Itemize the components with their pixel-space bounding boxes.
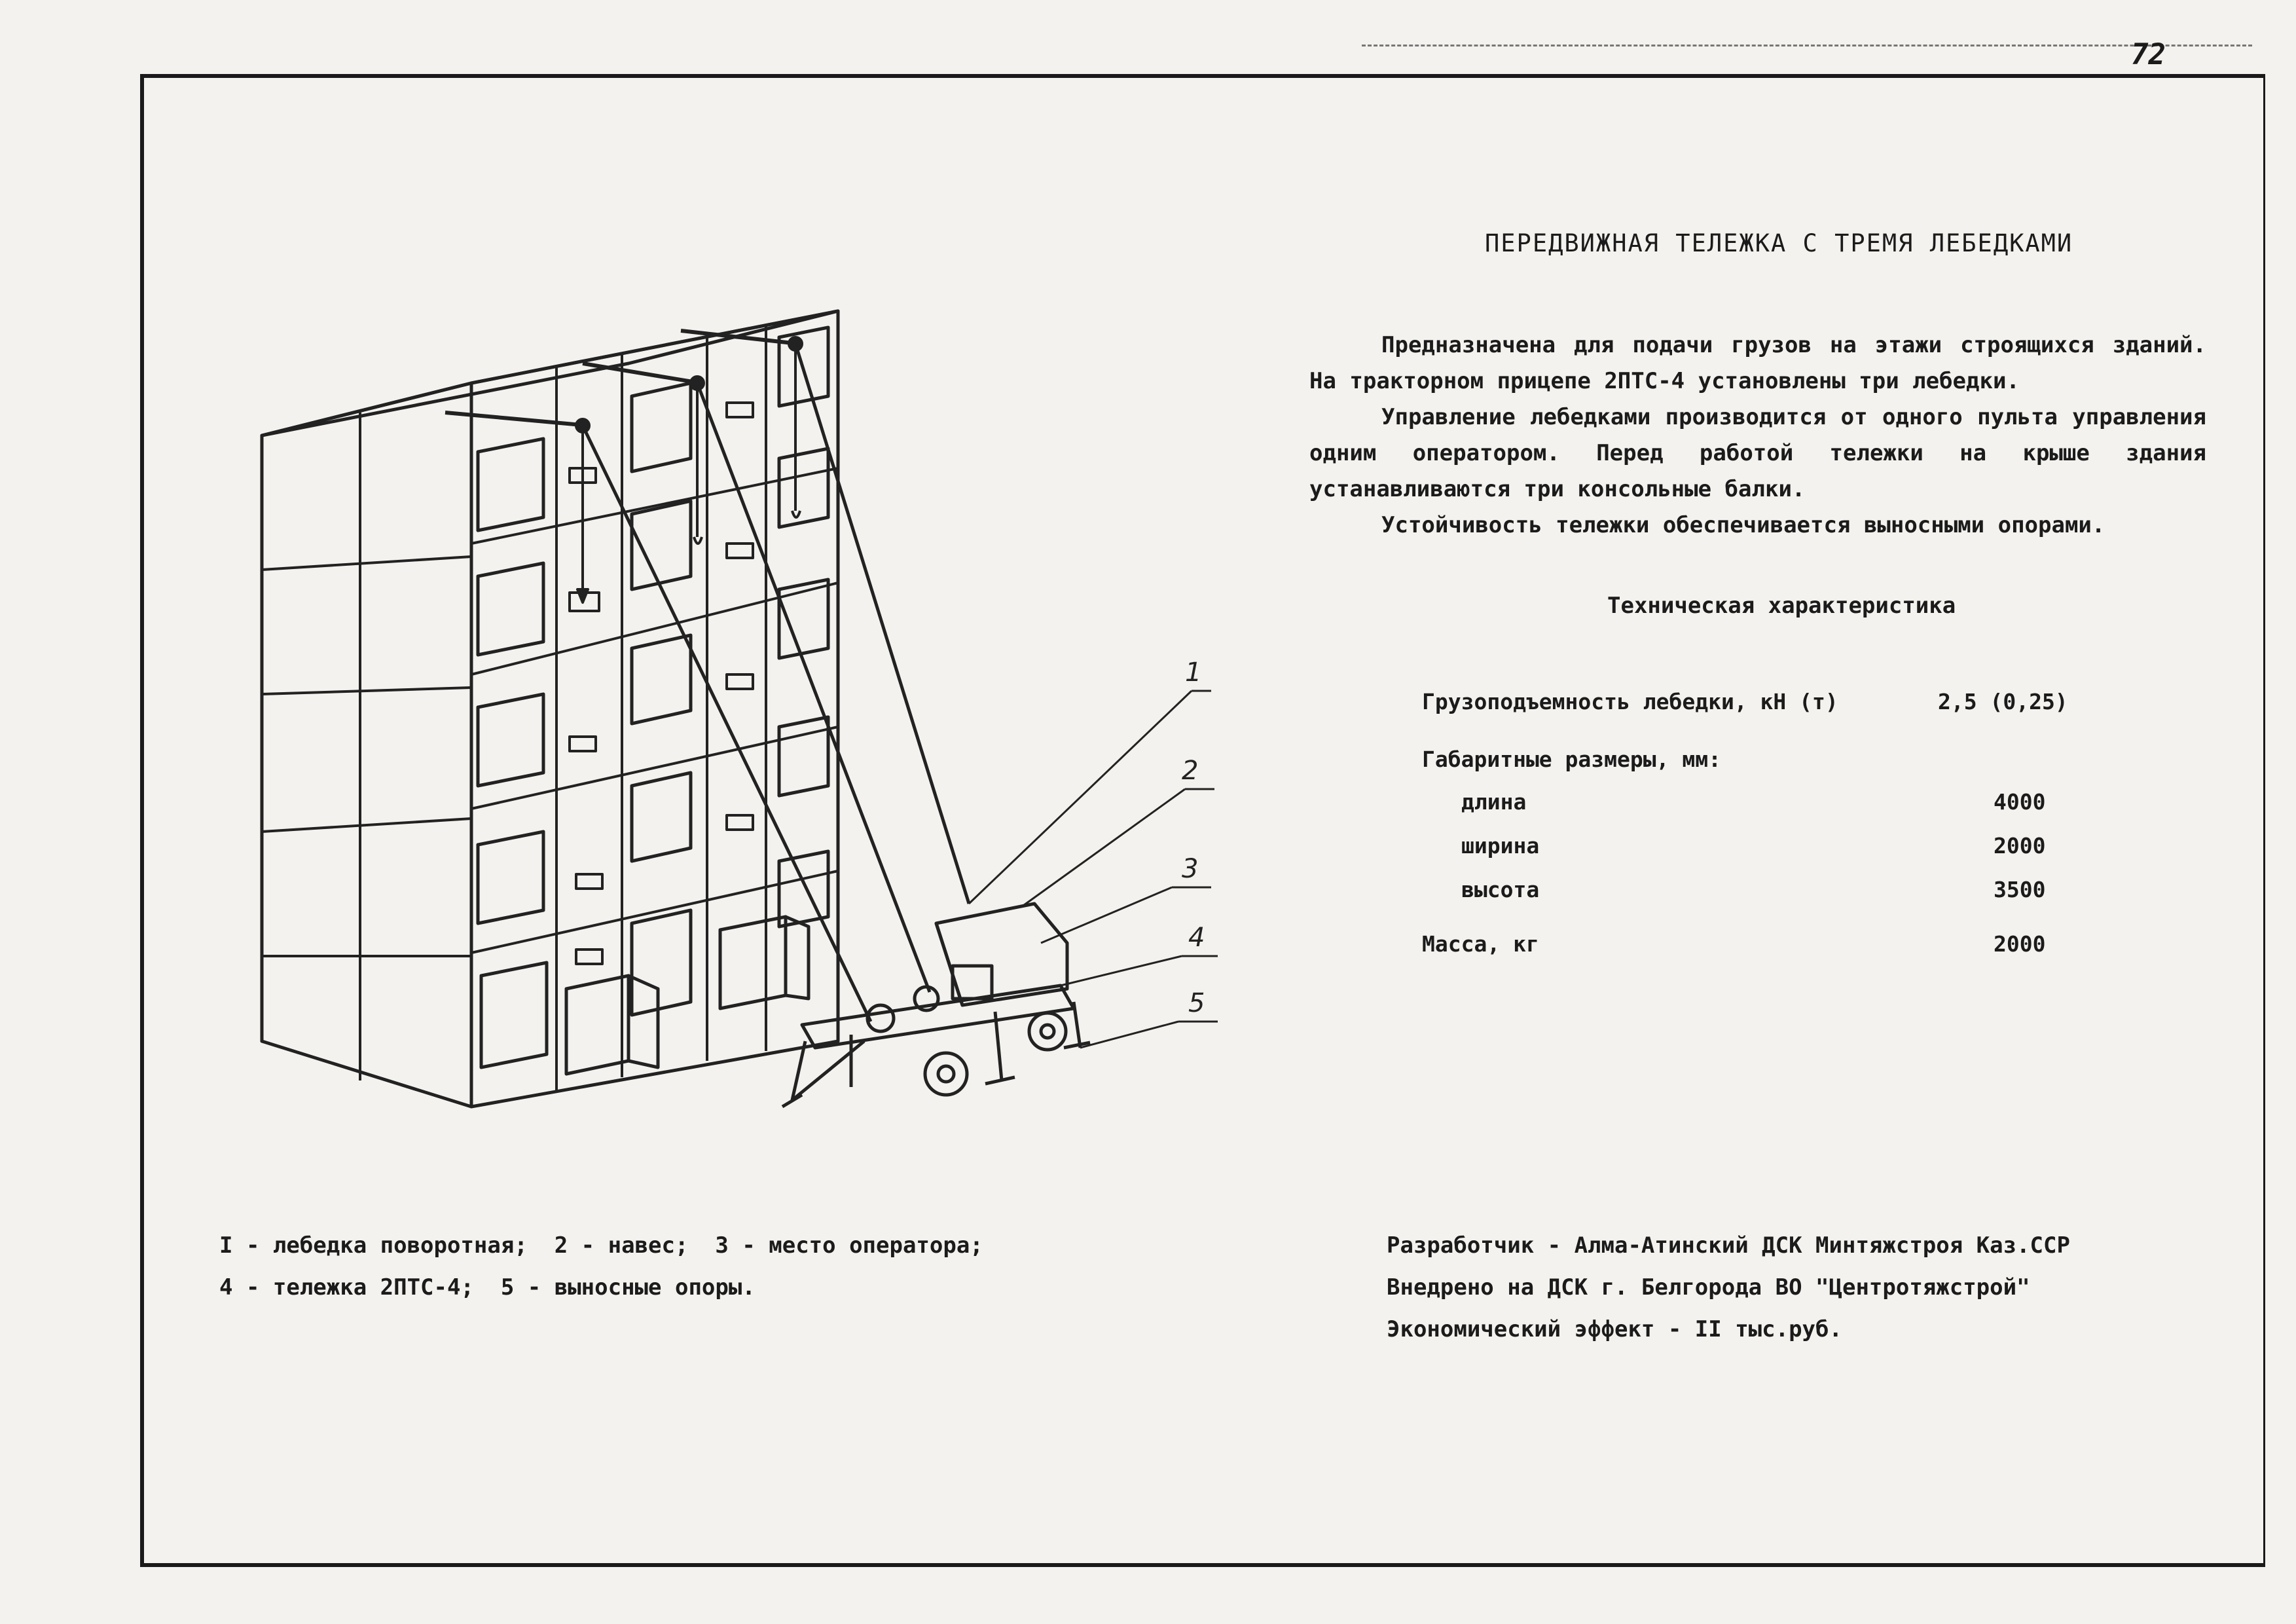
page-number: 72	[2131, 38, 2166, 71]
vent-openings	[570, 403, 753, 964]
floor-lines	[471, 468, 838, 953]
spec-capacity-label: Грузоподъемность лебедки, кН (т)	[1422, 689, 1838, 714]
developer-line: Разработчик - Алма-Атинский ДСК Минтяжстроя Каз.ССР	[1387, 1232, 2070, 1259]
spec-mass-value: 2000	[1994, 931, 2046, 957]
callout-2: 2	[1182, 756, 1199, 786]
economic-effect-line: Экономический эффект - II тыс.руб.	[1387, 1316, 1842, 1342]
callout-1: 1	[1185, 657, 1202, 688]
windows	[478, 327, 828, 1067]
building-left-face	[262, 383, 471, 1107]
description-paragraph: Предназначена для подачи грузов на этажи строящихся зданий. На тракторном прицепе 2ПТС-4 установлены три лебедки.	[1309, 332, 2206, 394]
specs-heading: Техническая характеристика	[1607, 593, 1956, 619]
spec-width-label: ширина	[1461, 833, 1540, 858]
figure-legend	[219, 1225, 983, 1308]
callout-numbers	[1182, 657, 1205, 1018]
description-paragraph: Устойчивость тележки обеспечивается выносными опорами.	[1381, 512, 2105, 538]
developer-block	[1387, 1225, 2070, 1350]
implementation-line: Внедрено на ДСК г. Белгорода ВО "Центротяжстрой"	[1387, 1274, 2030, 1301]
legend-line: 4 - тележка 2ПТС-4; 5 - выносные опоры.	[219, 1274, 756, 1301]
spec-length-value: 4000	[1994, 789, 2046, 815]
spec-dimensions-label: Габаритные размеры, мм:	[1422, 747, 1721, 772]
description-paragraph: Управление лебедками производится от одного пульта управления одним оператором. Перед работой тележки на крыше здания устанавливаются три консольные балки.	[1309, 404, 2206, 502]
spec-length-label: длина	[1461, 789, 1527, 815]
legend-line: I - лебедка поворотная; 2 - навес; 3 - место оператора;	[219, 1232, 983, 1259]
callout-3: 3	[1182, 854, 1199, 884]
spec-height-value: 3500	[1994, 877, 2046, 902]
ground-boxes	[566, 917, 809, 1074]
spec-mass-label: Масса, кг	[1422, 931, 1539, 957]
spec-height-label: высота	[1461, 877, 1540, 902]
spec-capacity-value: 2,5 (0,25)	[1938, 689, 2068, 714]
document-title: ПЕРЕДВИЖНАЯ ТЕЛЕЖКА С ТРЕМЯ ЛЕБЕДКАМИ	[1485, 229, 2073, 257]
spec-width-value: 2000	[1994, 833, 2046, 858]
description-block	[1309, 327, 2206, 544]
callout-5: 5	[1188, 988, 1205, 1018]
callout-4: 4	[1188, 923, 1205, 953]
